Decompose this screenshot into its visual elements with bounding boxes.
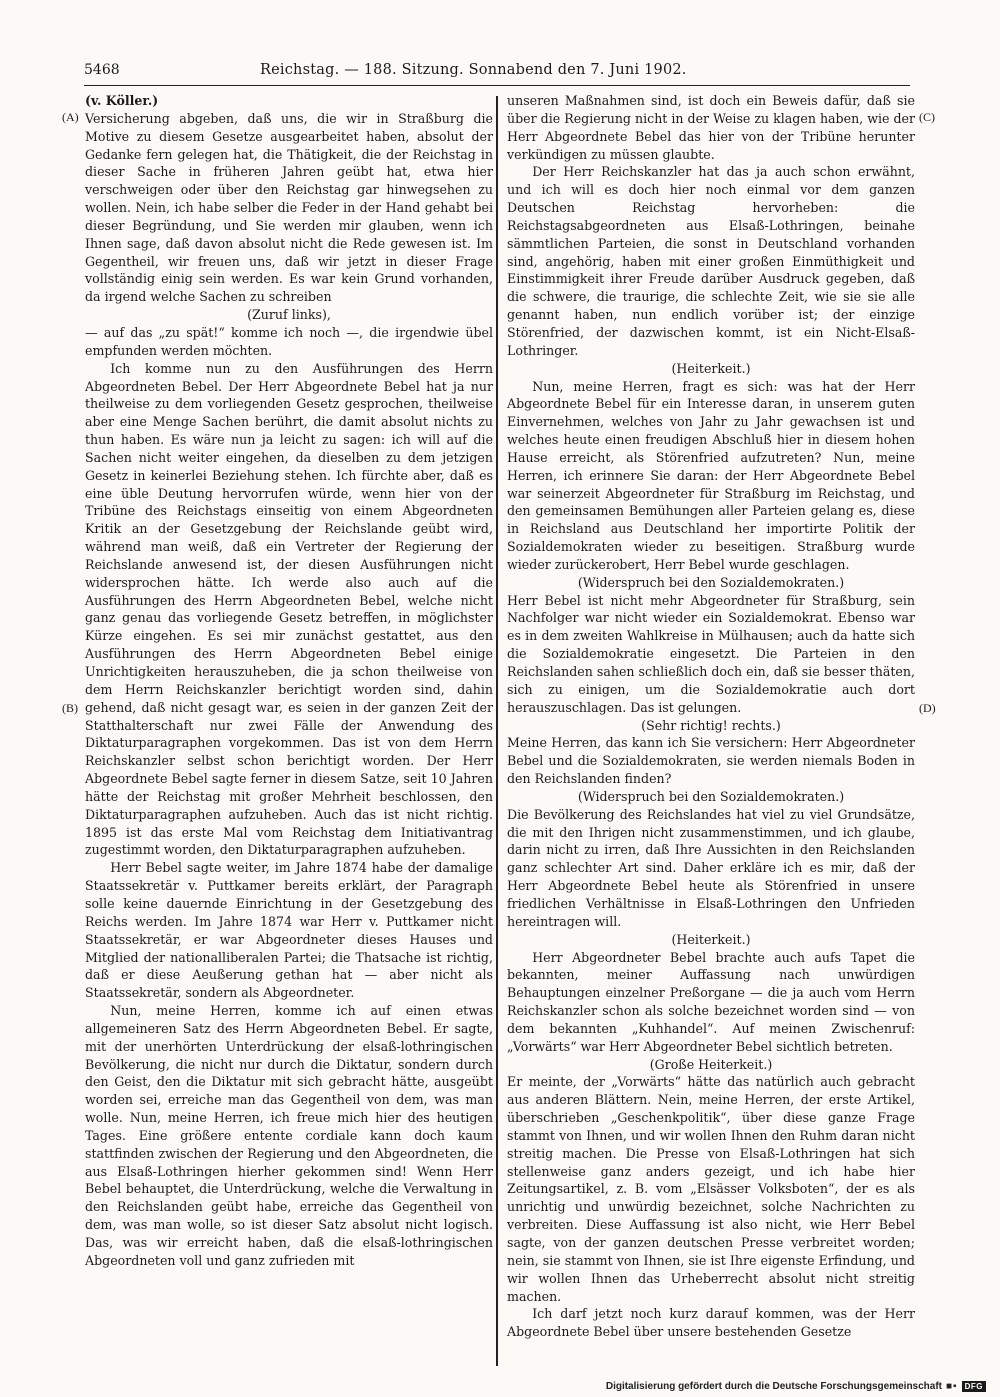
paragraph: Ich komme nun zu den Ausführungen des Herrn Abgeordneten Bebel. Der Herr Abgeordnete Bebel hat ja nur theilweise zu dem vorliegenden Gesetz gesprochen, theilweise aber eine Menge Sachen berührt, die damit absolut nichts zu thun haben. Es wäre nun ja leicht zu sagen: ich will auf die Sachen nicht weiter eingehen, da dieselben zu dem jetzigen Gesetz in keinerlei Beziehung stehen. Ich fürchte aber, daß es eine üble Deutung hervorrufen würde, wenn hier von der Tribüne des Reichstags einseitig von einem Abgeordneten Kritik an der Gesetzgebung der Reichslande geübt wird, während man weiß, daß ein Vertreter der Regierung der Reichslande anwesend ist, der diesen Ausführungen nicht widersprochen hätte. Ich werde also auch auf die Ausführungen des Herrn Abgeordneten Bebel, welche nicht ganz genau das vorliegende Gesetz betreffen, in möglichster Kürze eingehen. Es sei mir zunächst gestattet, aus den Ausführungen des Herrn Abgeordneten Bebel einige Unrichtigkeiten herauszuheben, die ja schon theilweise von dem Herrn Reichskanzler berichtigt worden sind, dahin gehend, daß nicht gesagt war, es seien in der ganzen Zeit der Statthalterschaft nur zwei Fälle der Anwendung des Diktaturparagraphen vorgekommen. Das ist von dem Herrn Reichskanzler selbst schon berichtigt worden. Der Herr Abgeordnete Bebel sagte ferner in diesem Satze, seit 10 Jahren hätte der Reichstag mit großer Mehrheit beschlossen, den Diktaturparagraphen aufzuheben. Auch das ist nicht richtig. 1895 ist das erste Mal vom Reichstag dem Initiativantrag zugestimmt worden, den Diktaturparagraphen aufzuheben. [85, 360, 493, 858]
interjection: (Heiterkeit.) [671, 360, 751, 376]
paragraph: Meine Herren, das kann ich Sie versichern: Herr Abgeordneter Bebel und die Sozialdemokraten, sie werden niemals Boden in den Reichslanden finden? [507, 735, 915, 787]
running-title: Reichstag. — 188. Sitzung. Sonnabend den 7. Juni 1902. [260, 62, 687, 78]
speaker-name: (v. Köller.) [85, 93, 159, 108]
interjection: (Heiterkeit.) [671, 931, 751, 947]
paragraph: Versicherung abgeben, daß uns, die wir in Straßburg die Motive zu diesem Gesetze ausgearbeitet haben, absolut der Gedanke fern gelegen hat, die Thätigkeit, die der Reichstag in dieser Sache in früheren Jahren geübt hat, etwa hier verschweigen oder über den Reichstag gar hinwegsehen zu wollen. Nein, ich habe selber die Feder in der Hand gehabt bei dieser Begründung, und Sie werden mir glauben, wenn ich Ihnen sage, daß davon absolut nicht die Rede gewesen ist. Im Gegentheil, wir freuen uns, daß wir jetzt in dieser Frage vollständig einig sein werden. Es war kein Grund vorhanden, da irgend welche Sachen zu schreiben [85, 110, 493, 305]
paragraph: Der Herr Reichskanzler hat das ja auch schon erwähnt, und ich will es doch hier noch einmal vor dem ganzen Deutschen Reichstag hervorheben: die Reichstagsabgeordneten aus Elsaß-Lothringen, beinahe sämmtlichen Parteien, die sonst in Deutschland vorhanden sind, angehörig, haben mit einer großen Einmüthigkeit und Einstimmigkeit ihrer Freude darüber Ausdruck gegeben, daß die schwere, die traurige, die schlechte Zeit, wie sie sie alle genannt haben, nun endlich vorüber ist; der einzige Störenfried, der dazwischen kommt, ist ein Nicht-Elsaß-Lothringer. [507, 164, 915, 358]
paragraph: Nun, meine Herren, fragt es sich: was hat der Herr Abgeordnete Bebel für ein Interesse daran, in unserem guten Einvernehmen, welches von Jahr zu Jahr gewachsen ist und welches heute einen freudigen Abschluß hier in diesem hohen Hause erreicht, als Störenfried aufzutreten? Nun, meine Herren, ich erinnere Sie daran: der Herr Abgeordnete Bebel war seinerzeit Abgeordneter für Straßburg im Reichstag, und den gemeinsamen Bemühungen aller Parteien gelang es, diese in Reichsland aus Deutschland her importirte Politik der Sozialdemokraten wieder zu beseitigen. Straßburg wurde wieder zurückerobert, Herr Bebel wurde geschlagen. [507, 378, 915, 572]
digitization-credit [606, 1381, 986, 1392]
dfg-logo: DFG [962, 1381, 986, 1392]
column-divider [496, 96, 498, 1366]
paragraph: Die Bevölkerung des Reichslandes hat viel zu viel Grundsätze, die mit den Ihrigen nicht zusammenstimmen, und ich glaube, darin nicht zu irren, daß Ihre Aussichten in den Reichslanden ganz schlechter Art sind. Daher erkläre ich es mir, daß der Herr Abgeordnete Bebel heute als Störenfried in unsere friedlichen Verhältnisse in Elsaß-Lothringen den Unfrieden hereintragen will. [507, 806, 915, 929]
interjection: (Große Heiterkeit.) [649, 1056, 773, 1072]
left-column [85, 92, 493, 1270]
page-number: 5468 [84, 62, 120, 78]
separator-dots-icon: ■▪ [946, 1381, 958, 1392]
right-column [507, 92, 915, 1341]
paragraph: Herr Bebel ist nicht mehr Abgeordneter für Straßburg, sein Nachfolger war nicht wieder ein Sozialdemokrat. Ebenso war es in dem zweiten Wahlkreise in Mülhausen; auch da hatte sich die Sozialdemokratie eingesetzt. Die Parteien in den Reichslanden sahen schließlich doch ein, daß sie besser thäten, sich zu einigen, um die Sozialdemokratie auch dort herauszuschlagen. Das ist gelungen. [507, 592, 915, 715]
interjection: (Widerspruch bei den Sozialdemokraten.) [577, 788, 845, 804]
margin-marker-b: (B) [62, 701, 78, 715]
margin-marker-c: (C) [919, 110, 935, 124]
interjection: (Zuruf links), [247, 307, 331, 323]
header-rule [84, 85, 910, 86]
interjection: (Widerspruch bei den Sozialdemokraten.) [577, 574, 845, 590]
paragraph: Er meinte, der „Vorwärts“ hätte das natürlich auch gebracht aus anderen Blättern. Nein, meine Herren, der erste Artikel, überschrieben „Geschenkpolitik“, über diese ganze Frage stammt von Ihnen, und wir wollen Ihnen den Ruhm daran nicht streitig machen. Die Presse von Elsaß-Lothringen hat sich stellenweise ganz anders gezeigt, und ich habe hier Zeitungsartikel, z. B. vom „Elsässer Volksboten“, der es als unrichtig und unwürdig bezeichnet, solche Nachrichten zu verbreiten. Diese Auffassung ist also nicht, wie Herr Bebel sagte, von der ganzen deutschen Presse verbreitet worden; nein, sie stammt von Ihnen, sie ist Ihre eigenste Erfindung, und wir wollen Ihnen das Urheberrecht absolut nicht streitig machen. [507, 1074, 915, 1304]
page-header [84, 62, 910, 82]
paragraph: Ich darf jetzt noch kurz darauf kommen, was der Herr Abgeordnete Bebel über unsere bestehenden Gesetze [507, 1306, 915, 1340]
margin-marker-d: (D) [919, 701, 936, 715]
margin-marker-a: (A) [62, 110, 79, 124]
credit-text: Digitalisierung gefördert durch die Deutsche Forschungsgemeinschaft [605, 1381, 943, 1392]
paragraph: — auf das „zu spät!“ komme ich noch —, die irgendwie übel empfunden werden möchten. [85, 324, 493, 358]
paragraph: Nun, meine Herren, komme ich auf einen etwas allgemeineren Satz des Herrn Abgeordneten Bebel. Er sagte, mit der unerhörten Unterdrückung der elsaß-lothringischen Bevölkerung, die nicht nur durch die Diktatur, sondern durch den Geist, den die Diktatur mit sich gebracht hätte, ausgeübt worden sei, erreiche man das Gegentheil von dem, was man wolle. Nun, meine Herren, ich freue mich hier des heutigen Tages. Eine größere entente cordiale kann doch kaum stattfinden zwischen der Regierung und den Abgeordneten, die aus Elsaß-Lothringen hierher gekommen sind! Wenn Herr Bebel behauptet, die Unterdrückung, welche die Verwaltung in den Reichslanden geübt habe, erreiche das Gegentheil von dem, was man wolle, so ist dieser Satz absolut nicht logisch. Das, was wir erreicht haben, daß die elsaß-lothringischen Abgeordneten voll und ganz zufrieden mit [85, 1003, 493, 1268]
paragraph: Herr Bebel sagte weiter, im Jahre 1874 habe der damalige Staatssekretär v. Puttkamer bereits erklärt, der Paragraph solle keine dauernde Einrichtung in der Gesetzgebung des Reichs werden. Im Jahre 1874 war Herr v. Puttkamer nicht Staatssekretär, er war Abgeordneter dieses Hauses und Mitglied der nationalliberalen Partei; die Thatsache ist richtig, daß er diese Aeußerung gethan hat — aber nicht als Staatssekretär, sondern als Abgeordneter. [85, 860, 493, 1001]
interjection: (Sehr richtig! rechts.) [641, 717, 781, 733]
paragraph: Herr Abgeordneter Bebel brachte auch aufs Tapet die bekannten, meiner Auffassung nach unwürdigen Behauptungen einzelner Preßorgane — die ja auch vom Herrn Reichskanzler schon als solche bezeichnet worden sind — von dem bekannten „Kuhhandel“. Auf meinen Zwischenruf: „Vorwärts“ war Herr Abgeordneter Bebel sichtlich betreten. [507, 949, 915, 1054]
paragraph: unseren Maßnahmen sind, ist doch ein Beweis dafür, daß sie über die Regierung nicht in der Weise zu klagen haben, wie der Herr Abgeordnete Bebel das hier von der Tribüne herunter verkündigen zu müssen glaubte. [507, 93, 915, 162]
